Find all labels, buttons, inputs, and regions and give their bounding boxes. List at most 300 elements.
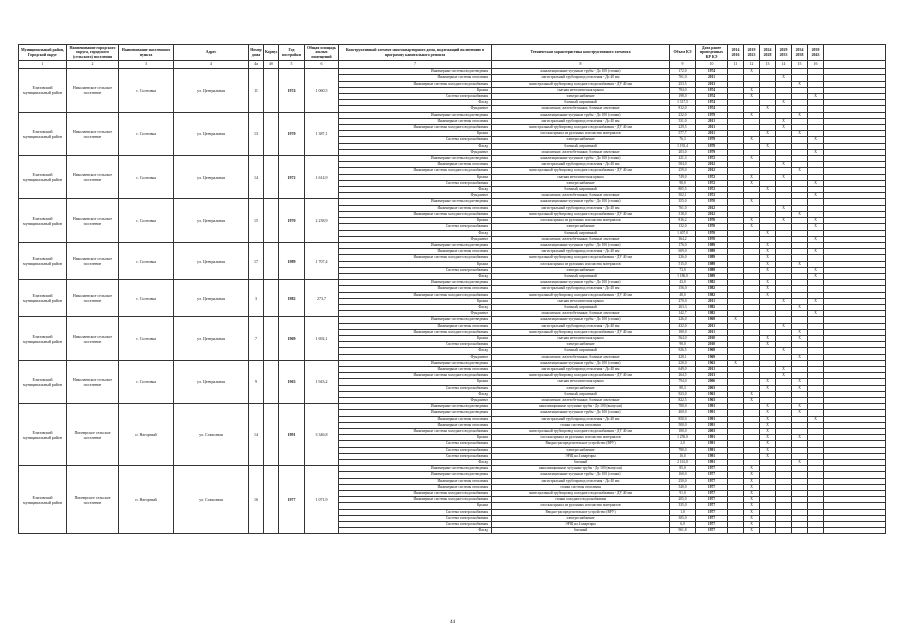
element-characteristic: плоская крыша из рулонных или мастик материалов (492, 261, 670, 267)
repair-period-mark: X (792, 168, 808, 174)
municipal-district: Елизовский муниципальный район (19, 242, 67, 279)
previous-repair-date: 1991 (696, 453, 728, 459)
element-volume: 609,0 (670, 249, 696, 255)
element-volume: 263,3 (670, 304, 696, 310)
element-volume: 156,0 (670, 286, 696, 292)
structural-element: Инженерные системы отопления (339, 422, 492, 428)
column-header: Объем КЭ (670, 45, 696, 61)
previous-repair-date: 1982 (696, 286, 728, 292)
element-characteristic: магистральный трубопровод отопления - До 40 мм (492, 162, 670, 168)
element-volume: 923,0 (670, 391, 696, 397)
previous-repair-date: 1963 (696, 397, 728, 403)
street-address: ул. Центральная (174, 69, 249, 112)
structural-element: Инженерные системы водоотведения (339, 156, 492, 162)
element-characteristic: электроснабжение (492, 224, 670, 230)
element-volume: 73,0 (670, 267, 696, 273)
municipal-district: Елизовский муниципальный район (19, 404, 67, 466)
previous-repair-date: 1974 (696, 106, 728, 112)
element-characteristic: канализационные чугунные трубы - До 100 (стояки) (492, 360, 670, 366)
element-characteristic: блочный, кирпичный (492, 273, 670, 279)
element-characteristic: скатная металлическая крыша (492, 174, 670, 180)
previous-repair-date: 2013 (696, 81, 728, 87)
element-volume: 1 407,0 (670, 230, 696, 236)
structural-element: Инженерные системы холодного водоснабжения (339, 491, 492, 497)
house-number: 13 (249, 112, 264, 155)
repair-period-mark: X (760, 131, 776, 137)
element-volume: 428,1 (670, 354, 696, 360)
previous-repair-date: 1991 (696, 460, 728, 466)
repair-period-mark: X (744, 218, 760, 224)
structural-element: Система электроснабжения (339, 522, 492, 528)
element-characteristic: монолитные, железобетонные, блочные ленточные (492, 311, 670, 317)
repair-period-mark: X (776, 373, 792, 379)
structural-element: Инженерные системы холодного водоснабжения (339, 497, 492, 503)
element-characteristic: канализационные чугунные трубы - До 100 (стояки) (492, 112, 670, 118)
repair-period-mark: X (728, 317, 744, 323)
house-number: 3 (249, 280, 264, 317)
column-number: 16 (808, 61, 824, 69)
element-volume: 850,0 (670, 416, 696, 422)
settlement-name: Николаевское сельское поселение (67, 242, 119, 279)
locality-name: с. Сосновка (119, 69, 174, 112)
repair-period-mark: X (808, 149, 824, 155)
living-area: 3 346,8 (305, 404, 339, 466)
living-area: 1 692,1 (305, 317, 339, 360)
repair-period-mark (728, 528, 744, 534)
element-characteristic: магистральный трубопровод отопления - До 40 мм (492, 118, 670, 124)
element-characteristic: монолитные, железобетонные, блочные ленточные (492, 397, 670, 403)
element-characteristic: монолитные, железобетонные, блочные ленточные (492, 193, 670, 199)
previous-repair-date: 1963 (696, 360, 728, 366)
repair-period-mark: X (808, 137, 824, 143)
previous-repair-date: 2003 (696, 429, 728, 435)
street-address: ул. Центральная (174, 199, 249, 242)
house-number: 11 (249, 69, 264, 112)
previous-repair-date: 1970 (696, 224, 728, 230)
element-characteristic: блочный, кирпичный (492, 187, 670, 193)
repair-period-mark: X (728, 360, 744, 366)
element-volume: 221,3 (670, 156, 696, 162)
element-characteristic: канализационные чугунные трубы - До 100 (стояки) (492, 472, 670, 478)
repair-period-mark: X (744, 69, 760, 75)
building-corpus (264, 112, 279, 155)
structural-element: Инженерные системы отопления (339, 366, 492, 372)
element-characteristic: блочный, кирпичный (492, 230, 670, 236)
element-volume: 180,0 (670, 429, 696, 435)
previous-repair-date: 1977 (696, 509, 728, 515)
repair-period-mark: X (760, 143, 776, 149)
header-row (19, 45, 886, 61)
element-characteristic: блочный (492, 460, 670, 466)
structural-element: Инженерные системы водоотведения (339, 280, 492, 286)
structural-element: Инженерные системы отопления (339, 118, 492, 124)
build-year: 1989 (279, 242, 305, 279)
structural-element: Инженерные системы водоотведения (339, 410, 492, 416)
element-volume: 1 317,5 (670, 100, 696, 106)
repair-period-mark: X (776, 118, 792, 124)
structural-element: Фасад (339, 528, 492, 534)
build-year: 1970 (279, 112, 305, 155)
street-address: ул. Центральная (174, 112, 249, 155)
structural-element: Фасад (339, 187, 492, 193)
element-volume: 229,5 (670, 125, 696, 131)
repair-period-mark: X (760, 292, 776, 298)
column-number-row (19, 61, 886, 69)
repair-period-mark: X (776, 100, 792, 106)
locality-name: с. Сосновка (119, 280, 174, 317)
repair-period-mark: X (744, 515, 760, 521)
structural-element: Инженерные системы водоотведения (339, 69, 492, 75)
repair-period-mark: X (776, 323, 792, 329)
living-area: 1 707,4 (305, 242, 339, 279)
previous-repair-date: 2011 (696, 125, 728, 131)
element-volume: 205,0 (670, 497, 696, 503)
structural-element: Фасад (339, 273, 492, 279)
building-corpus (264, 242, 279, 279)
structural-element: Система электроснабжения (339, 180, 492, 186)
building-corpus (264, 404, 279, 466)
previous-repair-date: 1972 (696, 193, 728, 199)
element-characteristic: скатная металлическая крыша (492, 335, 670, 341)
element-characteristic: монолитные, железобетонные, блочные ленточные (492, 236, 670, 242)
repair-period-mark (808, 528, 824, 534)
column-header: Наименование городского округа, городского (сельского) поселения (67, 45, 119, 61)
previous-repair-date: 1970 (696, 236, 728, 242)
house-number: 15 (249, 199, 264, 242)
structural-element: Инженерные системы холодного водоснабжения (339, 168, 492, 174)
column-number: 4 (174, 61, 249, 69)
structural-element: Инженерные системы холодного водоснабжения (339, 125, 492, 131)
previous-repair-date: 2012 (696, 162, 728, 168)
repair-period-mark: X (792, 435, 808, 441)
column-header: 2029 2033 (776, 45, 792, 61)
repair-period-mark: X (776, 205, 792, 211)
element-characteristic: магистральный трубопровод холодного водоснабжения - ДУ 40 мм (492, 168, 670, 174)
locality-name: п. Нагорный (119, 404, 174, 466)
column-header: 2019 2023 (744, 45, 760, 61)
element-characteristic: плоская крыша из рулонных или мастик материалов (492, 218, 670, 224)
element-characteristic: магистральный трубопровод холодного водоснабжения - ДУ 40 мм (492, 429, 670, 435)
element-volume: 318,0 (670, 211, 696, 217)
repair-period-mark: X (808, 273, 824, 279)
element-characteristic: блочный, кирпичный (492, 143, 670, 149)
column-number: 7 (339, 61, 492, 69)
previous-repair-date: 2011 (696, 131, 728, 137)
previous-repair-date: 1969 (696, 348, 728, 354)
column-header: 2039 2043 (808, 45, 824, 61)
element-characteristic: плоская крыша из рулонных или мастик материалов (492, 435, 670, 441)
repair-period-mark: X (792, 304, 808, 310)
structural-element: Инженерные системы отопления (339, 249, 492, 255)
settlement-name: Николаевское сельское поселение (67, 199, 119, 242)
previous-repair-date: 1977 (696, 522, 728, 528)
structural-element: Система электроснабжения (339, 515, 492, 521)
element-characteristic: канализационные чугунные трубы - До 100 (выпуски) (492, 404, 670, 410)
element-volume: 761,0 (670, 75, 696, 81)
element-volume: 43,0 (670, 280, 696, 286)
living-area: 1 387,1 (305, 112, 339, 155)
repair-period-mark: X (760, 416, 776, 422)
structural-element: Фасад (339, 100, 492, 106)
structural-element: Система электроснабжения (339, 441, 492, 447)
repair-period-mark: X (744, 174, 760, 180)
element-characteristic: магистральный трубопровод отопления - До 40 мм (492, 323, 670, 329)
element-characteristic: монолитные, железобетонные, блочные ленточные (492, 149, 670, 155)
living-area: 1 943,2 (305, 360, 339, 403)
repair-period-mark: X (744, 497, 760, 503)
element-characteristic: магистральный трубопровод отопления - До 40 мм (492, 478, 670, 484)
element-volume: 1,0 (670, 509, 696, 515)
structural-element: Система электроснабжения (339, 447, 492, 453)
element-volume: 6,0 (670, 522, 696, 528)
previous-repair-date: 1977 (696, 472, 728, 478)
element-characteristic: магистральный трубопровод отопления - До 40 мм (492, 205, 670, 211)
element-characteristic: плоская крыша из рулонных или мастик материалов (492, 503, 670, 509)
previous-repair-date: 2012 (696, 205, 728, 211)
structural-element: Фундамент (339, 149, 492, 155)
structural-element: Система электроснабжения (339, 94, 492, 100)
element-volume: 1 250,0 (670, 435, 696, 441)
element-characteristic: блочный, кирпичный (492, 304, 670, 310)
structural-element: Инженерные системы отопления (339, 416, 492, 422)
structural-element: Инженерные системы отопления (339, 205, 492, 211)
previous-repair-date: 1989 (696, 267, 728, 273)
repair-period-mark: X (744, 509, 760, 515)
repair-period-mark: X (760, 441, 776, 447)
municipal-district: Елизовский муниципальный район (19, 466, 67, 534)
repair-period-mark: X (792, 211, 808, 217)
repair-period-mark: X (744, 491, 760, 497)
column-number: 15 (792, 61, 808, 69)
structural-element: Система электроснабжения (339, 509, 492, 515)
structural-element: Крыша (339, 261, 492, 267)
element-volume: 335,0 (670, 503, 696, 509)
element-characteristic: блочный, кирпичный (492, 391, 670, 397)
repair-period-mark: X (744, 94, 760, 100)
locality-name: с. Сосновка (119, 360, 174, 403)
structural-element: Система электроснабжения (339, 385, 492, 391)
repair-period-mark: X (808, 416, 824, 422)
column-number: 13 (760, 61, 776, 69)
previous-repair-date: 1991 (696, 435, 728, 441)
street-address: ул. Совхозная (174, 404, 249, 466)
structural-element: Инженерные системы водоотведения (339, 112, 492, 118)
column-header: Корпус (264, 45, 279, 61)
living-area: 1 060,5 (305, 69, 339, 112)
structural-element: Крыша (339, 87, 492, 93)
settlement-name: Николаевское сельское поселение (67, 360, 119, 403)
settlement-name: Николаевское сельское поселение (67, 317, 119, 360)
structural-element: Крыша (339, 379, 492, 385)
structural-element: Инженерные системы отопления (339, 75, 492, 81)
previous-repair-date: 1974 (696, 69, 728, 75)
element-volume: 584,0 (670, 162, 696, 168)
previous-repair-date: 1979 (696, 143, 728, 149)
element-characteristic: магистральный трубопровод отопления - До 40 мм (492, 249, 670, 255)
element-characteristic: блочный, кирпичный (492, 348, 670, 354)
element-volume: 270,0 (670, 298, 696, 304)
structural-element: Фасад (339, 391, 492, 397)
element-volume: 531,0 (670, 118, 696, 124)
repair-period-mark: X (760, 447, 776, 453)
previous-repair-date: 1969 (696, 354, 728, 360)
previous-repair-date: 2010 (696, 335, 728, 341)
element-characteristic: магистральный трубопровод холодного водоснабжения - ДУ 40 мм (492, 373, 670, 379)
column-number: 5 (279, 61, 305, 69)
element-characteristic: стояки системы отопления (492, 422, 670, 428)
element-characteristic: стояки системы отопления (492, 484, 670, 490)
settlement-name: Николаевское сельское поселение (67, 156, 119, 199)
repair-period-mark: X (760, 342, 776, 348)
column-number: 6 (305, 61, 339, 69)
column-header: Муниципальный район, Городской округ (19, 45, 67, 61)
repair-period-mark: X (808, 218, 824, 224)
repair-period-mark: X (744, 522, 760, 528)
municipal-district: Елизовский муниципальный район (19, 317, 67, 360)
repair-period-mark: X (744, 87, 760, 93)
previous-repair-date: 1989 (696, 255, 728, 261)
repair-period-mark: X (760, 249, 776, 255)
previous-repair-date: 1977 (696, 484, 728, 490)
element-characteristic: Вводно-распределительное устройство (ВРУ) (492, 509, 670, 515)
element-volume: 88,3 (670, 385, 696, 391)
element-characteristic: электроснабжение (492, 94, 670, 100)
previous-repair-date: 1989 (696, 249, 728, 255)
structural-element: Система электроснабжения (339, 267, 492, 273)
element-characteristic: канализационные чугунные трубы - До 100 (стояки) (492, 317, 670, 323)
structural-element: Инженерные системы отопления (339, 478, 492, 484)
element-volume: 259,0 (670, 168, 696, 174)
structural-element: Инженерные системы водоотведения (339, 404, 492, 410)
previous-repair-date: 1979 (696, 149, 728, 155)
repair-period-mark: X (744, 180, 760, 186)
previous-repair-date: 1974 (696, 100, 728, 106)
element-volume: 48,0 (670, 292, 696, 298)
structural-element: Инженерные системы холодного водоснабжения (339, 255, 492, 261)
previous-repair-date: 1963 (696, 391, 728, 397)
build-year: 1977 (279, 466, 305, 534)
previous-repair-date: 2011 (696, 75, 728, 81)
previous-repair-date: 2011 (696, 323, 728, 329)
previous-repair-date: 1970 (696, 218, 728, 224)
element-characteristic: ЭРЩ на 4 квартиры (492, 453, 670, 459)
build-year: 1963 (279, 360, 305, 403)
previous-repair-date: 1970 (696, 230, 728, 236)
column-header: Год постройки (279, 45, 305, 61)
previous-repair-date: 1989 (696, 261, 728, 267)
repair-period-mark: X (744, 528, 760, 534)
element-volume: 85,0 (670, 466, 696, 472)
element-volume: 198,0 (670, 94, 696, 100)
previous-repair-date: 2063 (696, 385, 728, 391)
column-number: 12 (744, 61, 760, 69)
repair-period-mark: X (744, 472, 760, 478)
structural-element: Фасад (339, 348, 492, 354)
column-number: 11 (728, 61, 744, 69)
structural-element: Фасад (339, 143, 492, 149)
previous-repair-date: 1991 (696, 441, 728, 447)
structural-element: Инженерные системы отопления (339, 162, 492, 168)
element-characteristic: магистральный трубопровод холодного водоснабжения - ДУ 40 мм (492, 292, 670, 298)
element-volume: 98,0 (670, 342, 696, 348)
previous-repair-date: 1991 (696, 422, 728, 428)
repair-period-mark: X (776, 174, 792, 180)
previous-repair-date: 1977 (696, 528, 728, 534)
living-area: 2 238,9 (305, 199, 339, 242)
structural-element: Фундамент (339, 106, 492, 112)
element-characteristic: магистральный трубопровод отопления - До 40 мм (492, 416, 670, 422)
repair-period-mark: X (744, 397, 760, 403)
municipal-district: Елизовский муниципальный район (19, 199, 67, 242)
repair-period-mark: X (792, 379, 808, 385)
house-number: 14 (249, 404, 264, 466)
municipal-district: Елизовский муниципальный район (19, 156, 67, 199)
settlement-name: Николаевское сельское поселение (67, 112, 119, 155)
repair-period-mark: X (760, 422, 776, 428)
previous-repair-date: 2011 (696, 366, 728, 372)
structural-element: Система электроснабжения (339, 137, 492, 143)
element-characteristic: электроснабжение (492, 137, 670, 143)
previous-repair-date: 1989 (696, 242, 728, 248)
repair-period-mark: X (760, 230, 776, 236)
repair-period-mark: X (808, 224, 824, 230)
previous-repair-date: 1972 (696, 187, 728, 193)
element-volume: 76,3 (670, 137, 696, 143)
repair-period-mark: X (760, 261, 776, 267)
building-corpus (264, 317, 279, 360)
previous-repair-date: 1979 (696, 137, 728, 143)
element-characteristic: магистральный трубопровод холодного водоснабжения - ДУ 40 мм (492, 329, 670, 335)
element-characteristic: монолитные, железобетонные, блочные ленточные (492, 106, 670, 112)
previous-repair-date: 2006 (696, 379, 728, 385)
building-corpus (264, 466, 279, 534)
structural-element: Инженерные системы холодного водоснабжения (339, 292, 492, 298)
element-volume: 302,1 (670, 193, 696, 199)
structural-element: Фундамент (339, 311, 492, 317)
element-volume: 226,0 (670, 255, 696, 261)
repair-period-mark: X (792, 131, 808, 137)
locality-name: с. Сосновка (119, 199, 174, 242)
element-characteristic: стояки холодного водоснабжения (492, 497, 670, 503)
repair-period-mark: X (792, 81, 808, 87)
settlement-name: Пионерское сельское поселение (67, 404, 119, 466)
element-volume: 749,0 (670, 174, 696, 180)
repair-period-mark: X (744, 112, 760, 118)
column-header: Наименование населенного пункта (119, 45, 174, 61)
element-volume: 142,7 (670, 311, 696, 317)
structural-element: Система электроснабжения (339, 342, 492, 348)
element-volume: 250,0 (670, 478, 696, 484)
build-year: 1982 (279, 280, 305, 317)
previous-repair-date: 1982 (696, 304, 728, 310)
repair-period-mark: X (760, 435, 776, 441)
element-volume: 364,2 (670, 236, 696, 242)
element-characteristic: плоская крыша из рулонных или мастик материалов (492, 131, 670, 137)
previous-repair-date: 1977 (696, 515, 728, 521)
repair-period-mark: X (808, 236, 824, 242)
element-characteristic: магистральный трубопровод холодного водоснабжения - ДУ 40 мм (492, 255, 670, 261)
municipal-district: Елизовский муниципальный район (19, 69, 67, 112)
structural-element: Инженерные системы холодного водоснабжения (339, 329, 492, 335)
element-characteristic: электроснабжение (492, 267, 670, 273)
street-address: ул. Центральная (174, 280, 249, 317)
element-volume: 577,7 (670, 131, 696, 137)
building-corpus (264, 360, 279, 403)
structural-element: Инженерные системы водоотведения (339, 360, 492, 366)
build-year: 1974 (279, 69, 305, 112)
element-volume: 780,0 (670, 404, 696, 410)
build-year: 1969 (279, 317, 305, 360)
